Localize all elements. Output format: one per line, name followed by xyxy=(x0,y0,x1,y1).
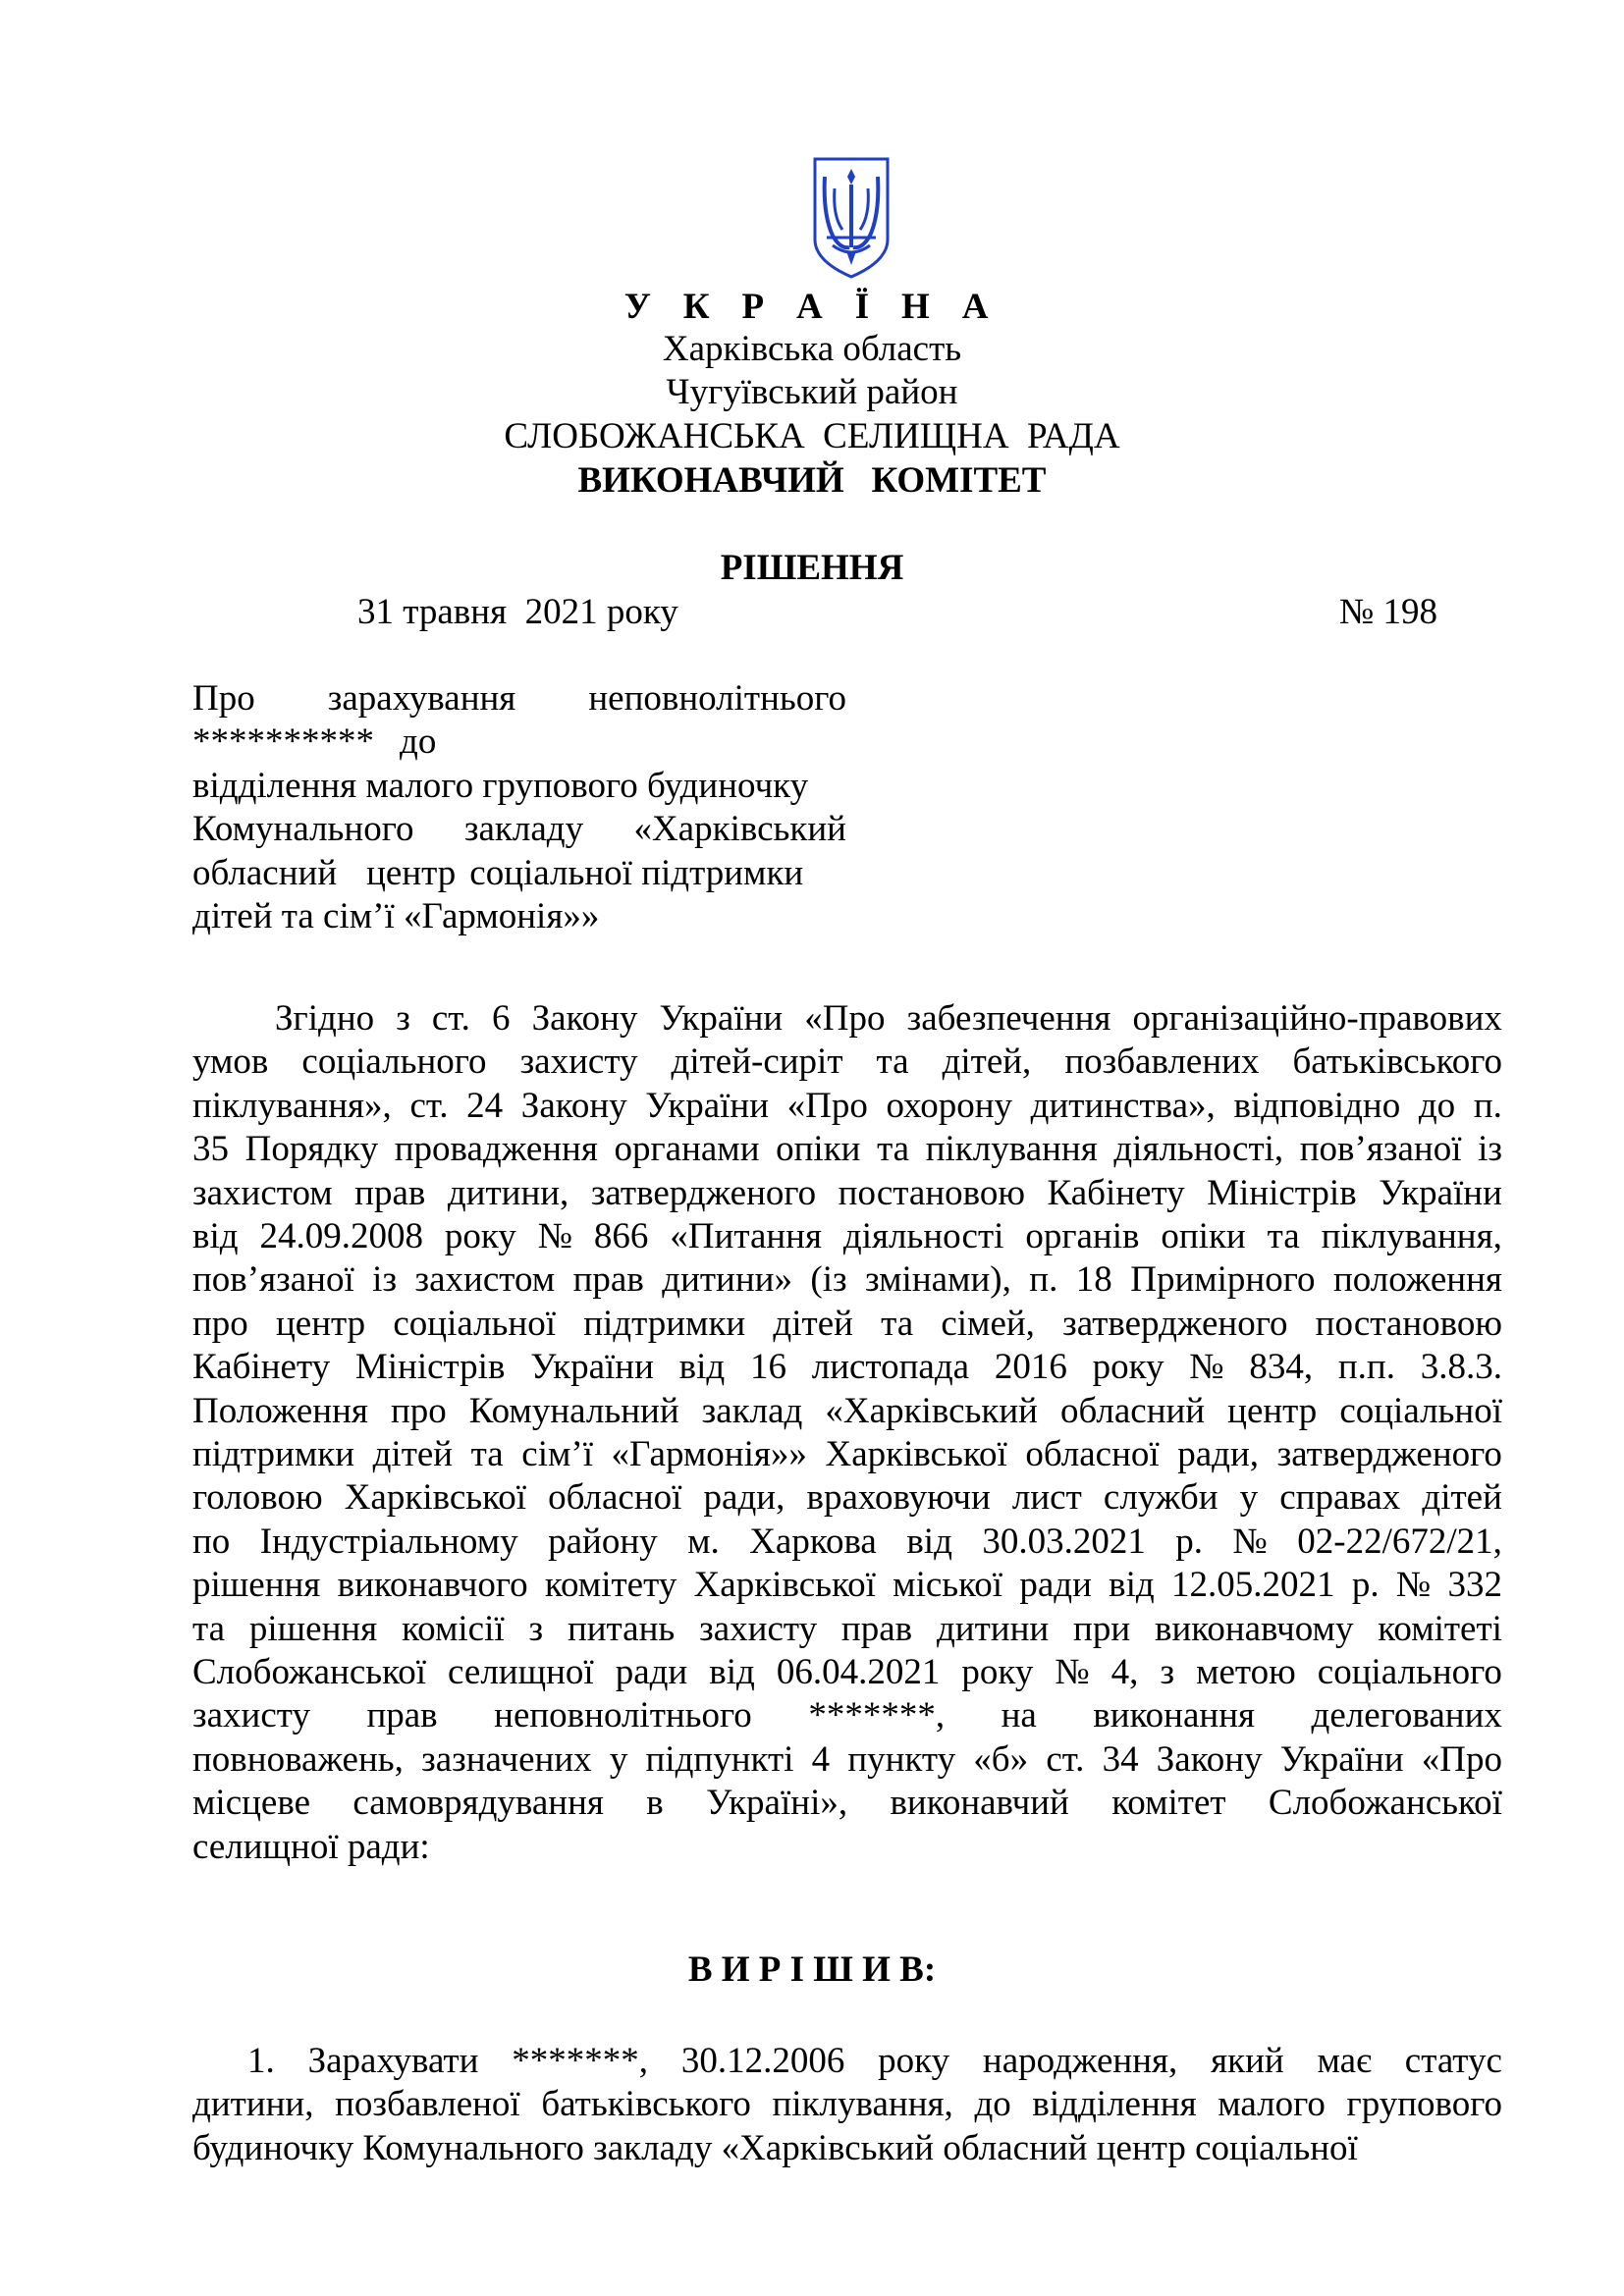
subject-word: Комунального xyxy=(192,809,414,849)
word: 3.8.3. xyxy=(1420,1347,1502,1388)
word: Закону xyxy=(520,1085,627,1126)
word: Україні», xyxy=(706,1783,848,1824)
word: захисту xyxy=(519,1041,638,1083)
word: до xyxy=(1418,1085,1456,1126)
ukraine-coat-of-arms-emblem xyxy=(811,155,892,281)
word: лист xyxy=(1011,1477,1082,1519)
word: та xyxy=(876,1041,909,1083)
text-line: будиночку Комунального закладу «Харківський обласний центр соціальної xyxy=(192,2127,1358,2168)
word: Порядку xyxy=(244,1129,379,1170)
word: Слобожанської xyxy=(192,1652,427,1692)
word: відділення xyxy=(1032,2084,1197,2125)
word: по xyxy=(192,1521,231,1562)
word: № xyxy=(1055,1652,1090,1692)
word: повноважень, xyxy=(192,1738,404,1780)
word: 16 xyxy=(750,1347,786,1388)
word: захисту xyxy=(192,1695,310,1736)
word: 30.12.2006 xyxy=(680,2041,845,2081)
subject-line xyxy=(192,852,846,895)
word: підтримки xyxy=(192,1434,355,1474)
word: «Про xyxy=(804,998,886,1039)
word: дитини» xyxy=(662,1259,792,1301)
council-line: СЛОБОЖАНСЬКА СЕЛИЩНА РАДА xyxy=(504,416,1120,456)
text-line xyxy=(192,1433,1502,1476)
word: від xyxy=(709,1652,755,1692)
word: відповідно xyxy=(1233,1085,1401,1126)
subject-line xyxy=(192,808,846,851)
word: про xyxy=(390,1390,447,1431)
text-line xyxy=(192,2083,1502,2126)
word: 24 xyxy=(466,1085,504,1126)
word: від xyxy=(906,1521,952,1562)
word: Згідно xyxy=(275,998,375,1039)
word: Комунальний xyxy=(468,1390,679,1431)
word: соціальної xyxy=(1339,1390,1502,1431)
word: підпункті xyxy=(645,1738,794,1780)
text-line xyxy=(192,1128,1502,1171)
word: неповнолітнього xyxy=(494,1695,752,1736)
word: № xyxy=(1395,1565,1432,1606)
word: сімей, xyxy=(941,1303,1035,1344)
subject-word: соціальної підтримки xyxy=(469,853,804,893)
word: України xyxy=(1279,1738,1404,1780)
subject-word: зарахування xyxy=(327,678,516,719)
word: селищної xyxy=(448,1652,594,1692)
word: охорону xyxy=(886,1085,1013,1126)
text-line xyxy=(192,1041,1502,1084)
text-line xyxy=(192,1651,1502,1694)
text-line xyxy=(192,1521,1502,1564)
text-line xyxy=(192,1476,1502,1520)
word: пов’язаної xyxy=(192,1259,354,1301)
word: комітеті xyxy=(1378,1608,1502,1649)
word: Положення xyxy=(192,1390,368,1431)
word: у xyxy=(1239,1477,1259,1519)
subject-line xyxy=(192,765,846,808)
word: 35 xyxy=(192,1129,229,1170)
text-line xyxy=(192,1390,1502,1433)
word: захистом xyxy=(192,1172,333,1213)
word: «Про xyxy=(1421,1738,1502,1780)
word: делегованих xyxy=(1311,1695,1502,1736)
word: 4 xyxy=(811,1738,831,1780)
text-line xyxy=(192,1303,1502,1346)
word: року xyxy=(961,1652,1034,1692)
word: питань xyxy=(567,1608,676,1649)
word: народження, xyxy=(982,2041,1178,2081)
word: соціальної xyxy=(393,1303,557,1344)
word: служби xyxy=(1103,1477,1218,1519)
word: прав xyxy=(366,1695,438,1736)
word: справах xyxy=(1279,1477,1401,1519)
word: виконання xyxy=(1093,1695,1256,1736)
word: 30.03.2021 xyxy=(982,1521,1146,1562)
word: має xyxy=(1317,2041,1372,2081)
text-line xyxy=(192,1172,1502,1215)
word: соціального xyxy=(1317,1652,1502,1692)
word: виконавчий xyxy=(890,1783,1069,1824)
subject-word: центр xyxy=(366,853,457,893)
word: комітет xyxy=(1111,1783,1226,1824)
word: соціального xyxy=(301,1041,487,1083)
word: виконавчого xyxy=(337,1565,528,1606)
oblast-line: Харківська область xyxy=(662,329,962,369)
word: ради, xyxy=(1177,1434,1260,1474)
word: постановою xyxy=(838,1172,1025,1213)
subject-word: обласний xyxy=(192,853,338,893)
word: р. xyxy=(1175,1521,1204,1562)
text-line xyxy=(192,1608,1502,1651)
text-line xyxy=(192,1258,1502,1302)
decision-number: № 198 xyxy=(1338,592,1437,632)
word: Зарахувати xyxy=(307,2041,479,2081)
word: прав xyxy=(354,1172,426,1213)
word: «Гармонія»» xyxy=(611,1434,807,1474)
word: р. xyxy=(1351,1565,1380,1606)
word: ст. xyxy=(1046,1738,1085,1780)
word: ради, xyxy=(703,1477,785,1519)
word: малого xyxy=(1218,2084,1326,2125)
word: прав xyxy=(572,1259,644,1301)
committee-line: ВИКОНАВЧИЙ КОМІТЕТ xyxy=(577,460,1047,501)
word: ради xyxy=(1019,1565,1092,1606)
decision-title: РІШЕННЯ xyxy=(720,548,904,588)
word: «Питання xyxy=(670,1216,822,1256)
word: 2016 xyxy=(994,1347,1067,1388)
word: місцеве xyxy=(192,1783,311,1824)
text-line xyxy=(247,2040,1502,2083)
word: району xyxy=(548,1521,658,1562)
word: Харківської xyxy=(825,1434,1007,1474)
word: та xyxy=(881,1303,914,1344)
subject-word: ********** xyxy=(192,721,374,762)
word: *******, xyxy=(808,1695,946,1736)
word: опіки xyxy=(776,1129,861,1170)
word: діяльності xyxy=(842,1216,1004,1256)
word: 332 xyxy=(1447,1565,1502,1606)
word: року xyxy=(1092,1347,1164,1388)
word: України xyxy=(659,998,784,1039)
word: ст. xyxy=(409,1085,449,1126)
word: обласний xyxy=(1059,1390,1206,1431)
word: зазначених xyxy=(421,1738,592,1780)
word: п. xyxy=(1029,1259,1058,1301)
word: дітей xyxy=(773,1303,853,1344)
subject-word: відділення малого групового будиночку xyxy=(192,766,809,806)
word: (із xyxy=(810,1259,847,1301)
word: № xyxy=(537,1216,573,1256)
word: піклування, xyxy=(1321,1216,1502,1256)
word: діяльності, xyxy=(1113,1129,1284,1170)
word: головою xyxy=(192,1477,323,1519)
word: дітей-сиріт xyxy=(671,1041,843,1083)
word: дитинства», xyxy=(1030,1085,1216,1126)
word: групового xyxy=(1346,2084,1502,2125)
word: на xyxy=(1001,1695,1037,1736)
word: п.п. xyxy=(1337,1347,1395,1388)
word: 6 xyxy=(492,998,511,1039)
word: пов’язаної xyxy=(1299,1129,1462,1170)
word: до xyxy=(974,2084,1011,2125)
word: 34 xyxy=(1102,1738,1139,1780)
decision-date: 31 травня 2021 року xyxy=(357,592,678,632)
word: дітей, xyxy=(942,1041,1032,1083)
word: рішення xyxy=(248,1608,378,1649)
subject-word: неповнолітнього xyxy=(588,678,846,719)
word: року xyxy=(878,2041,950,2081)
text-line xyxy=(275,997,1502,1041)
word: Кабінету xyxy=(192,1347,331,1388)
word: та xyxy=(1267,1216,1300,1256)
word: України xyxy=(1379,1172,1502,1213)
word: затвердженого xyxy=(590,1172,817,1213)
subject-word: до xyxy=(400,721,437,762)
word: дитини, xyxy=(192,2084,314,2125)
subject-line xyxy=(192,895,846,938)
word: Харкова xyxy=(749,1521,877,1562)
raion-line: Чугуївський район xyxy=(666,372,958,412)
word: *******, xyxy=(512,2041,649,2081)
word: 834, xyxy=(1249,1347,1314,1388)
word: провадження xyxy=(394,1129,598,1170)
word: України xyxy=(530,1347,654,1388)
word: 06.04.2021 xyxy=(776,1652,941,1692)
word: Міністрів xyxy=(1207,1172,1357,1213)
word: Харківської xyxy=(693,1565,876,1606)
subject-word: «Харківський xyxy=(633,809,846,849)
word: піклування», xyxy=(192,1085,392,1126)
word: Закону xyxy=(531,998,638,1039)
word: дітей xyxy=(372,1434,454,1474)
word: з xyxy=(396,998,410,1039)
word: забезпечення xyxy=(906,998,1111,1039)
word: центр xyxy=(1227,1390,1318,1431)
word: піклування, xyxy=(772,2084,953,2125)
text-line: селищної ради: xyxy=(192,1826,430,1867)
word: піклування xyxy=(925,1129,1098,1170)
word: виконавчому xyxy=(1154,1608,1354,1649)
word: міської xyxy=(893,1565,1003,1606)
word: обласної xyxy=(548,1477,682,1519)
word: захисту xyxy=(699,1608,818,1649)
subject-word: Про xyxy=(192,678,255,719)
word: 12.05.2021 xyxy=(1171,1565,1335,1606)
text-line xyxy=(192,1738,1502,1782)
text-line xyxy=(192,1694,1502,1737)
word: пункту xyxy=(847,1738,956,1780)
word: який xyxy=(1211,2041,1284,2081)
text-line xyxy=(192,1215,1502,1258)
word: із xyxy=(372,1259,398,1301)
word: Індустріальному xyxy=(259,1521,518,1562)
word: від xyxy=(192,1216,239,1256)
word: статус xyxy=(1404,2041,1502,2081)
word: у xyxy=(609,1738,628,1780)
word: «б» xyxy=(973,1738,1029,1780)
word: центр xyxy=(276,1303,366,1344)
word: п. xyxy=(1473,1085,1502,1126)
word: Кабінету xyxy=(1047,1172,1185,1213)
word: року xyxy=(444,1216,516,1256)
subject-word: закладу xyxy=(463,809,584,849)
word: № xyxy=(1232,1521,1268,1562)
text-line xyxy=(192,1346,1502,1389)
word: 18 xyxy=(1075,1259,1112,1301)
word: враховуючи xyxy=(806,1477,991,1519)
word: позбавлених xyxy=(1064,1041,1260,1083)
word: з xyxy=(1160,1652,1175,1692)
word: від xyxy=(1109,1565,1155,1606)
word: батьківського xyxy=(541,2084,751,2125)
word: опіки xyxy=(1161,1216,1246,1256)
word: самоврядування xyxy=(352,1783,604,1824)
word: комісії xyxy=(402,1608,505,1649)
subject-line xyxy=(192,721,846,764)
word: Примірного xyxy=(1130,1259,1316,1301)
word: Закону xyxy=(1156,1738,1263,1780)
word: Міністрів xyxy=(354,1347,506,1388)
word: при xyxy=(1073,1608,1131,1649)
word: затвердженого xyxy=(1062,1303,1288,1344)
word: 866 xyxy=(593,1216,649,1256)
word: м. xyxy=(687,1521,720,1562)
word: умов xyxy=(192,1041,269,1083)
word: дітей xyxy=(1422,1477,1502,1519)
word: комітету xyxy=(544,1565,677,1606)
word: 1. xyxy=(247,2041,275,2081)
word: із xyxy=(1478,1129,1502,1170)
word: обласної xyxy=(1025,1434,1160,1474)
text-line xyxy=(192,1564,1502,1607)
text-line xyxy=(192,1782,1502,1825)
word: від xyxy=(678,1347,726,1388)
word: в xyxy=(646,1783,664,1824)
word: та xyxy=(192,1608,226,1649)
word: батьківського xyxy=(1292,1041,1502,1083)
word: дитини xyxy=(936,1608,1050,1649)
word: ст. xyxy=(431,998,470,1039)
country-heading: У К Р А Ї Н А xyxy=(623,287,1001,327)
word: та xyxy=(877,1129,910,1170)
word: заклад xyxy=(701,1390,803,1431)
word: з xyxy=(528,1608,544,1649)
word: № xyxy=(1189,1347,1224,1388)
word: постановою xyxy=(1315,1303,1502,1344)
word: сім’ї xyxy=(521,1434,593,1474)
word: Слобожанської xyxy=(1268,1783,1502,1824)
word: «Про xyxy=(786,1085,868,1126)
word: дитини, xyxy=(447,1172,569,1213)
subject-line xyxy=(192,677,846,721)
word: листопада xyxy=(811,1347,970,1388)
word: органами xyxy=(614,1129,760,1170)
word: рішення xyxy=(192,1565,321,1606)
word: Харківської xyxy=(344,1477,527,1519)
word: підтримки xyxy=(583,1303,746,1344)
word: положення xyxy=(1332,1259,1502,1301)
word: захистом xyxy=(414,1259,556,1301)
text-line xyxy=(192,1085,1502,1128)
word: «Харківський xyxy=(825,1390,1038,1431)
word: змінами), xyxy=(865,1259,1011,1301)
word: України xyxy=(645,1085,770,1126)
word: про xyxy=(192,1303,248,1344)
resolved-heading: В И Р І Ш И В: xyxy=(687,1949,937,1990)
word: органів xyxy=(1025,1216,1140,1256)
word: 4, xyxy=(1110,1652,1139,1692)
word: 02-22/672/21, xyxy=(1297,1521,1502,1562)
word: позбавленої xyxy=(335,2084,520,2125)
word: прав xyxy=(840,1608,913,1649)
word: ради xyxy=(615,1652,688,1692)
word: та xyxy=(470,1434,504,1474)
word: затвердженого xyxy=(1276,1434,1502,1474)
subject-word: дітей та сім’ї «Гармонія»» xyxy=(192,896,600,936)
word: організаційно-правових xyxy=(1132,998,1502,1039)
word: 24.09.2008 xyxy=(259,1216,423,1256)
word: метою xyxy=(1196,1652,1296,1692)
